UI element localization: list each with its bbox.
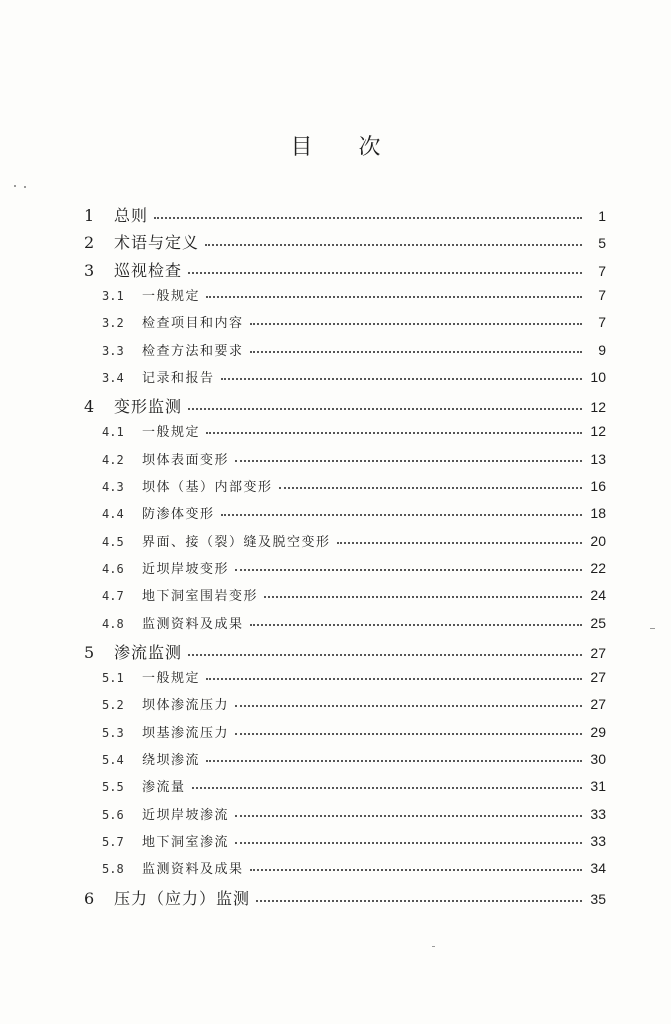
dot-leader: [235, 814, 582, 817]
toc-section-entry[interactable]: [102, 503, 606, 522]
toc-page-number: 24: [590, 587, 606, 603]
toc-entry-number: 2: [84, 233, 95, 252]
toc-entry-title: 一般规定: [142, 425, 201, 440]
dot-leader: [250, 322, 582, 325]
toc-entry-title: 一般规定: [142, 289, 201, 304]
toc-chapter-entry[interactable]: [84, 203, 606, 226]
toc-page-number: 22: [590, 560, 606, 576]
dot-leader: [235, 841, 582, 844]
toc-chapter-entry[interactable]: [84, 640, 606, 663]
toc-entry-number: 5.4: [102, 753, 124, 767]
toc-page-number: 9: [598, 342, 606, 358]
dot-leader: [188, 271, 582, 274]
toc-page-number: 34: [590, 860, 606, 876]
toc-entry-title: 地下洞室围岩变形: [142, 589, 259, 604]
toc-entry-number: 3.1: [102, 289, 124, 303]
dot-leader: [206, 677, 582, 680]
dot-leader: [264, 595, 582, 598]
toc-entry-number: 5.7: [102, 835, 124, 849]
scan-speck: [24, 186, 26, 188]
toc-entry-title: 检查方法和要求: [142, 344, 244, 359]
toc-entry-title: 总则: [114, 206, 149, 225]
toc-page-number: 35: [590, 891, 606, 907]
toc-page-number: 29: [590, 724, 606, 740]
toc-page-number: 25: [590, 615, 606, 631]
toc-page-number: 1: [598, 208, 606, 224]
toc-page-number: 10: [590, 369, 606, 385]
dot-leader: [337, 541, 582, 544]
toc-section-entry[interactable]: [102, 804, 606, 823]
toc-entry-title: 巡视检查: [114, 261, 183, 280]
toc-entry-title: 绕坝渗流: [142, 753, 201, 768]
toc-page-number: 13: [590, 451, 606, 467]
toc-page-number: 16: [590, 478, 606, 494]
toc-section-entry[interactable]: [102, 694, 606, 713]
toc-section-entry[interactable]: [102, 613, 606, 632]
toc-page-number: 33: [590, 806, 606, 822]
toc-entry-number: 4.1: [102, 425, 124, 439]
toc-entry-number: 1: [84, 206, 95, 225]
toc-entry-title: 坝体渗流压力: [142, 698, 230, 713]
toc-section-entry[interactable]: [102, 667, 606, 686]
toc-section-entry[interactable]: [102, 340, 606, 359]
toc-entry-title: 近坝岸坡变形: [142, 562, 230, 577]
toc-entry-title: 防渗体变形: [142, 507, 215, 522]
toc-entry-title: 压力（应力）监测: [114, 889, 251, 908]
toc-entry-title: 界面、接（裂）缝及脱空变形: [142, 535, 331, 550]
toc-page-number: 20: [590, 533, 606, 549]
toc-entry-number: 5.3: [102, 726, 124, 740]
toc-page-number: 31: [590, 778, 606, 794]
toc-section-entry[interactable]: [102, 749, 606, 768]
dot-leader: [235, 704, 582, 707]
toc-entry-number: 5.1: [102, 671, 124, 685]
toc-entry-number: 4.2: [102, 453, 124, 467]
toc-section-entry[interactable]: [102, 367, 606, 386]
dot-leader: [221, 377, 582, 380]
toc-section-entry[interactable]: [102, 858, 606, 877]
toc-page-number: 7: [598, 287, 606, 303]
toc-entry-title: 监测资料及成果: [142, 617, 244, 632]
dot-leader: [188, 407, 582, 410]
toc-entry-title: 一般规定: [142, 671, 201, 686]
toc-entry-number: 5.2: [102, 698, 124, 712]
toc-entry-title: 记录和报告: [142, 371, 215, 386]
toc-page-number: 27: [590, 669, 606, 685]
toc-chapter-entry[interactable]: [84, 230, 606, 253]
scan-speck: [432, 946, 435, 947]
toc-entry-number: 4.5: [102, 535, 124, 549]
toc-entry-number: 4.3: [102, 480, 124, 494]
dot-leader: [256, 899, 582, 902]
scan-speck: [650, 628, 655, 629]
toc-page-number: 18: [590, 505, 606, 521]
toc-entry-title: 地下洞室渗流: [142, 835, 230, 850]
toc-entry-number: 4: [84, 397, 95, 416]
toc-entry-title: 检查项目和内容: [142, 316, 244, 331]
dot-leader: [206, 431, 582, 434]
toc-section-entry[interactable]: [102, 831, 606, 850]
toc-entry-number: 4.8: [102, 617, 124, 631]
dot-leader: [188, 653, 582, 656]
dot-leader: [192, 786, 582, 789]
toc-section-entry[interactable]: [102, 285, 606, 304]
toc-chapter-entry[interactable]: [84, 886, 606, 909]
scan-speck: [14, 185, 16, 187]
toc-entry-number: 3.4: [102, 371, 124, 385]
toc-section-entry[interactable]: [102, 531, 606, 550]
toc-section-entry[interactable]: [102, 312, 606, 331]
dot-leader: [250, 623, 582, 626]
toc-entry-title: 渗流监测: [114, 643, 183, 662]
dot-leader: [250, 868, 582, 871]
toc-section-entry[interactable]: [102, 776, 606, 795]
page-title: 目次: [290, 135, 427, 160]
toc-section-entry[interactable]: [102, 449, 606, 468]
dot-leader: [235, 732, 582, 735]
toc-chapter-entry[interactable]: [84, 394, 606, 417]
toc-section-entry[interactable]: [102, 722, 606, 741]
dot-leader: [235, 568, 582, 571]
toc-entry-number: 4.7: [102, 589, 124, 603]
toc-chapter-entry[interactable]: [84, 258, 606, 281]
dot-leader: [205, 243, 582, 246]
toc-entry-number: 5.8: [102, 862, 124, 876]
toc-entry-number: 4.6: [102, 562, 124, 576]
toc-page-number: 7: [598, 263, 606, 279]
toc-entry-number: 5: [84, 643, 95, 662]
toc-page-number: 5: [598, 235, 606, 251]
toc-page-number: 7: [598, 314, 606, 330]
toc-entry-number: 5.6: [102, 808, 124, 822]
toc-section-entry[interactable]: [102, 585, 606, 604]
toc-section-entry[interactable]: [102, 476, 606, 495]
dot-leader: [279, 486, 582, 489]
toc-page-number: 12: [590, 423, 606, 439]
dot-leader: [154, 216, 582, 219]
toc-entry-number: 5.5: [102, 780, 124, 794]
toc-entry-number: 3.3: [102, 344, 124, 358]
toc-page-number: 27: [590, 645, 606, 661]
toc-section-entry[interactable]: [102, 421, 606, 440]
dot-leader: [206, 295, 582, 298]
toc-page-number: 30: [590, 751, 606, 767]
toc-entry-title: 坝体（基）内部变形: [142, 480, 273, 495]
toc-section-entry[interactable]: [102, 558, 606, 577]
toc-page-number: 33: [590, 833, 606, 849]
toc-entry-title: 变形监测: [114, 397, 183, 416]
toc-entry-title: 坝体表面变形: [142, 453, 230, 468]
toc-entry-number: 4.4: [102, 507, 124, 521]
toc-entry-title: 术语与定义: [114, 233, 200, 252]
toc-entry-title: 渗流量: [142, 780, 186, 795]
toc-page-number: 12: [590, 399, 606, 415]
dot-leader: [221, 513, 582, 516]
toc-entry-number: 3: [84, 261, 95, 280]
toc-page-number: 27: [590, 696, 606, 712]
toc-entry-number: 3.2: [102, 316, 124, 330]
toc-entry-title: 坝基渗流压力: [142, 726, 230, 741]
dot-leader: [206, 759, 582, 762]
toc-entry-title: 监测资料及成果: [142, 862, 244, 877]
dot-leader: [235, 459, 582, 462]
toc-entry-number: 6: [84, 889, 95, 908]
toc-entry-title: 近坝岸坡渗流: [142, 808, 230, 823]
dot-leader: [250, 350, 582, 353]
